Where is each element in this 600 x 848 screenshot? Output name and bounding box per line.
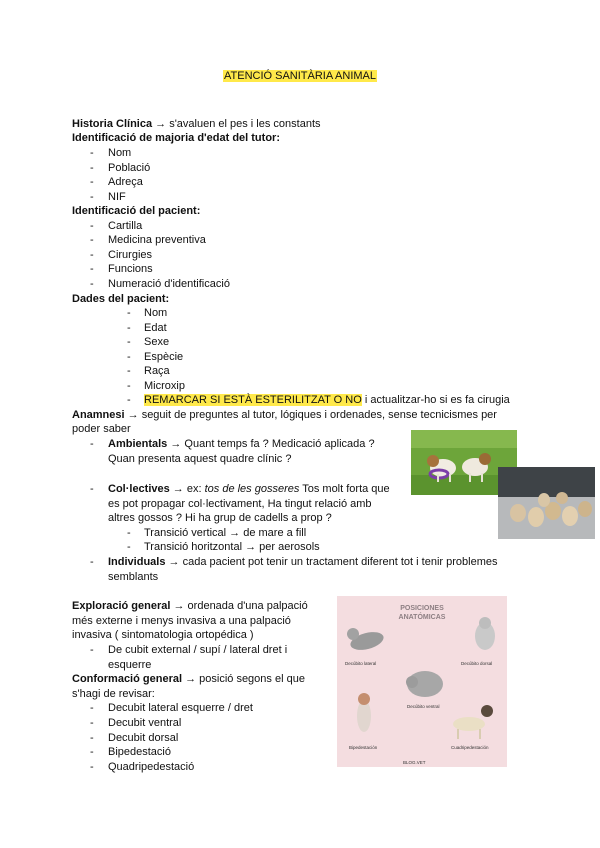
exploracio-text: → ordenada d'una palpació <box>170 600 308 612</box>
exploracio-sub-line1: De cubit external / supí / lateral dret i <box>108 644 288 656</box>
list-dash: - <box>90 702 94 714</box>
list-dash: - <box>127 527 131 539</box>
list-item: Medicina preventiva <box>108 234 206 246</box>
exploracio-label: Exploració general <box>72 600 171 612</box>
list-dash: - <box>90 483 94 495</box>
collectives-line3: altres gossos ? Hi ha grup de cadells a prop ? <box>108 512 332 524</box>
list-item: NIF <box>108 191 126 203</box>
conformacio-line2: s'hagi de revisar: <box>72 688 155 700</box>
list-dash: - <box>127 322 131 334</box>
list-dash: - <box>90 162 94 174</box>
anamnesi-line2: poder saber <box>72 423 131 435</box>
conformacio-line1 <box>72 672 305 687</box>
tutor-heading: Identificació de majoria d'edat del tutor: <box>72 132 280 144</box>
exploracio-line2: més externe i menys invasiva a una palpació <box>72 615 291 627</box>
collectives-line2: es pot propagar col·lectivament, Ha tingut relació amb <box>108 498 372 510</box>
collectives-rest: Tos molt forta que <box>299 483 390 495</box>
individuals-text: → cada pacient pot tenir un tractament diferent tot i tenir problemes <box>165 556 498 568</box>
list-dash: - <box>90 263 94 275</box>
pacient-id-heading: Identificació del pacient: <box>72 205 201 217</box>
list-item: Edat <box>144 322 167 334</box>
list-item: Adreça <box>108 176 143 188</box>
list-item: Microxip <box>144 380 185 392</box>
individuals-label: Individuals <box>108 556 166 568</box>
ambientals-line2: Quan presenta aquest quadre clínic ? <box>108 453 292 465</box>
caption-quadruped: Cuadripedestación <box>451 745 489 750</box>
list-item: Nom <box>108 147 132 159</box>
ambientals-label: Ambientals <box>108 438 168 450</box>
list-item: Cirurgies <box>108 249 153 261</box>
historia-label: Historia Clínica <box>72 118 153 130</box>
list-item: Decubit lateral esquerre / dret <box>108 702 253 714</box>
list-dash: - <box>90 234 94 246</box>
list-dash: - <box>90 147 94 159</box>
list-dash: - <box>90 746 94 758</box>
list-item: Quadripedestació <box>108 761 195 773</box>
list-item: Funcions <box>108 263 153 275</box>
list-dash: - <box>127 541 131 553</box>
poster-title-line1: POSICIONES <box>400 605 444 612</box>
page-title <box>0 69 600 84</box>
list-item: Transició horitzontal → per aerosols <box>144 541 320 553</box>
anamnesi-text: → seguit de preguntes al tutor, lógiques i ordenades, sense tecnicismes per <box>124 409 497 421</box>
list-dash: - <box>127 365 131 377</box>
ambientals-line1 <box>108 437 375 452</box>
puppies-photo <box>498 467 595 539</box>
list-dash: - <box>90 278 94 290</box>
collectives-line1 <box>108 482 390 497</box>
list-dash: - <box>90 732 94 744</box>
list-item: Espècie <box>144 351 184 363</box>
list-dash: - <box>90 644 94 656</box>
historia-text: → s'avaluen el pes i les constants <box>155 118 321 130</box>
list-item: Bipedestació <box>108 746 171 758</box>
historia-line <box>72 117 321 132</box>
list-item: Sexe <box>144 336 170 348</box>
list-dash: - <box>90 761 94 773</box>
list-item: Decubit dorsal <box>108 732 179 744</box>
list-dash: - <box>90 717 94 729</box>
list-dash: - <box>90 556 94 568</box>
page-title-text: ATENCIÓ SANITÀRIA ANIMAL <box>224 70 376 82</box>
list-item: Raça <box>144 365 170 377</box>
collectives-label: Col·lectives <box>108 483 170 495</box>
list-dash: - <box>90 176 94 188</box>
anamnesi-label: Anamnesi <box>72 409 125 421</box>
collectives-italic: tos de les gosseres <box>204 483 300 495</box>
anatomical-positions-poster <box>337 596 507 767</box>
anamnesi-line1 <box>72 408 497 423</box>
caption-ventral: Decúbito ventral <box>407 704 440 709</box>
exploracio-line3: invasiva ( sintomatologia ortopédica ) <box>72 629 254 641</box>
list-dash: - <box>90 438 94 450</box>
poster-title-line2: ANATÓMICAS <box>398 614 446 621</box>
list-dash: - <box>127 351 131 363</box>
sterilization-rest: i actualitzar-ho si es fa cirugia <box>361 394 510 406</box>
caption-dorsal: Decúbito dorsal <box>461 661 493 666</box>
caption-bipedal: Bipedestación <box>349 745 378 750</box>
individuals-line1 <box>108 555 497 570</box>
list-item: Numeració d'identificació <box>108 278 230 290</box>
list-dash: - <box>127 307 131 319</box>
list-item: Nom <box>144 307 168 319</box>
list-dash: - <box>127 394 131 406</box>
list-dash: - <box>90 191 94 203</box>
list-item: Transició vertical → de mare a fill <box>144 527 307 539</box>
exploracio-line1 <box>72 599 308 614</box>
list-dash: - <box>127 336 131 348</box>
sterilization-note <box>144 393 510 408</box>
exploracio-sub-line2: esquerre <box>108 659 152 671</box>
list-dash: - <box>90 249 94 261</box>
poster-footer: BLOG.VET <box>403 760 426 765</box>
list-item: Cartilla <box>108 220 143 232</box>
caption-lateral: Decúbito lateral <box>345 661 377 666</box>
conformacio-text: → posició segons el que <box>182 673 305 685</box>
list-dash: - <box>127 380 131 392</box>
list-dash: - <box>90 220 94 232</box>
collectives-pre: → ex: <box>169 483 205 495</box>
sterilization-highlight: REMARCAR SI ESTÀ ESTERILITZAT O NO <box>144 394 362 406</box>
list-item: Decubit ventral <box>108 717 182 729</box>
individuals-line2: semblants <box>108 571 159 583</box>
dades-heading: Dades del pacient: <box>72 293 170 305</box>
ambientals-text: → Quant temps fa ? Medicació aplicada ? <box>167 438 375 450</box>
conformacio-label: Conformació general <box>72 673 183 685</box>
list-item: Població <box>108 162 151 174</box>
